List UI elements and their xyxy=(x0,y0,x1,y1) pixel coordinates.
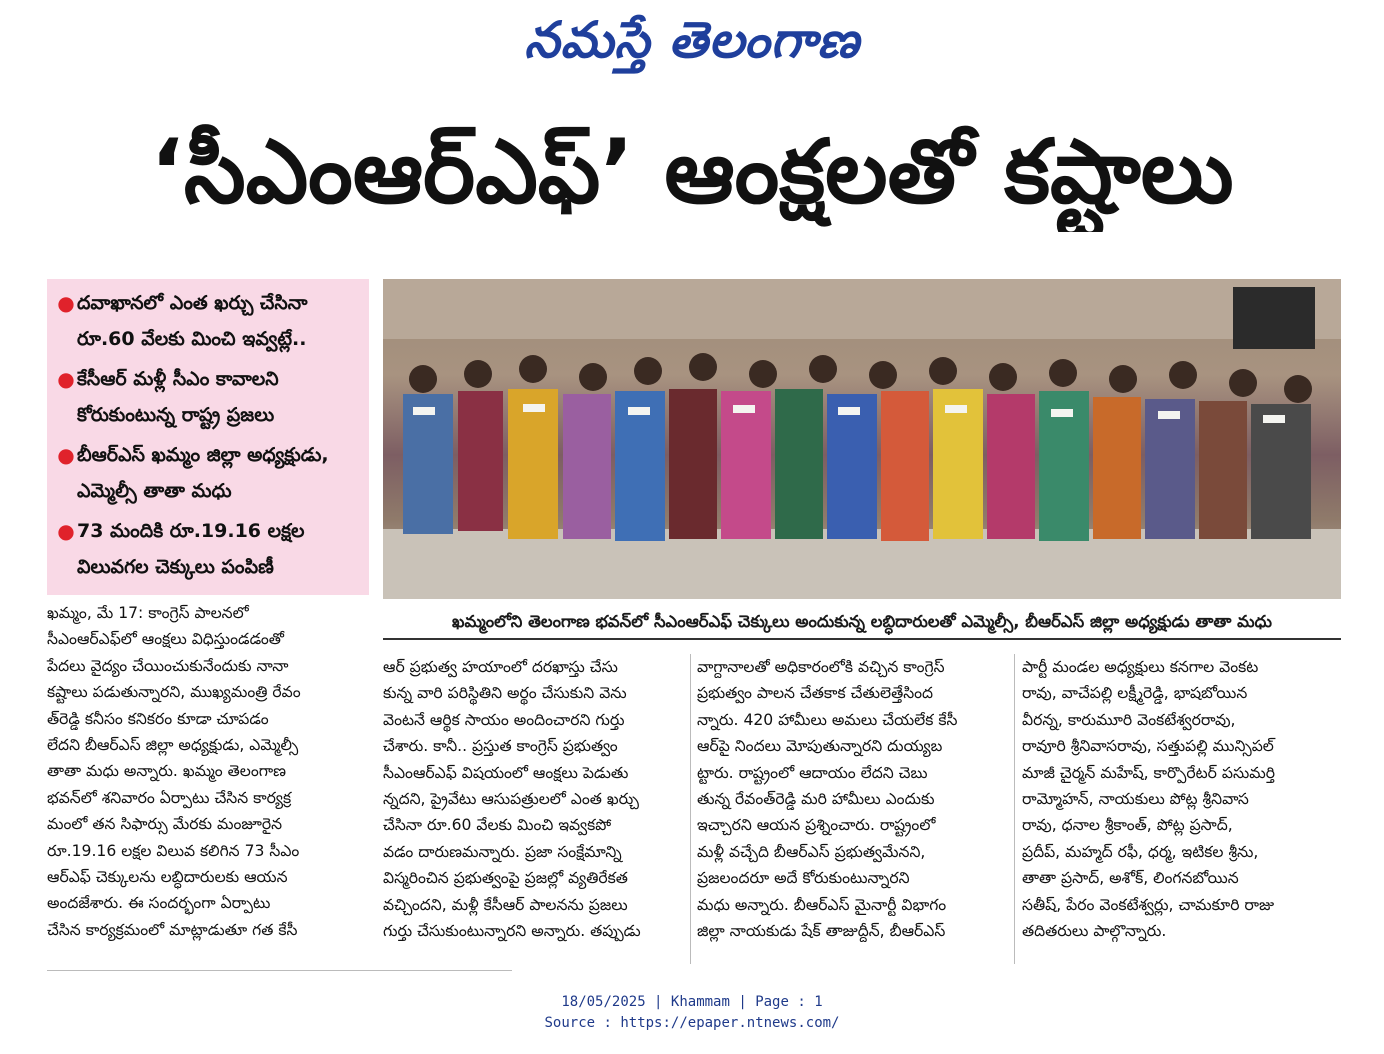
text-line: మళ్లీ వచ్చేది బీఆర్ఎస్ ప్రభుత్వమేనని, xyxy=(697,842,926,861)
text-line: ఖమ్మం, మే 17: కాంగ్రెస్ పాలనలో xyxy=(47,604,249,622)
text-line: చేశారు. కానీ.. ప్రస్తుత కాంగ్రెస్ ప్రభుత్వం xyxy=(383,737,618,756)
article-headline: ‘సీఎంఆర్ఎఫ్’ ఆంక్షలతో కష్టాలు xyxy=(150,120,1234,223)
text-line: రామ్మోహన్, నాయకులు పోట్ల శ్రీనివాస xyxy=(1022,790,1249,809)
text-line: విస్మరించిన ప్రభుత్వంపై ప్రజల్లో వ్యతిరేకత xyxy=(383,869,628,888)
highlight-text: బీఆర్ఎస్ ఖమ్మం జిల్లా అధ్యక్షుడు, ఎమ్మెల్సీ తాతా మధు xyxy=(77,444,329,502)
text-line: రూ.19.16 లక్షల విలువ కలిగిన 73 సీఎం xyxy=(47,841,300,860)
text-line: కష్టాలు పడుతున్నారని, ముఖ్యమంత్రి రేవం xyxy=(47,683,301,702)
article-column-1 xyxy=(47,600,369,943)
highlight-text: కేసీఆర్ మళ్లీ సీఎం కావాలని కోరుకుంటున్న రాష్ట్ర ప్రజలు xyxy=(77,368,279,426)
highlights-box xyxy=(47,279,369,595)
text-line: తాతా మధు అన్నారు. ఖమ్మం తెలంగాణ xyxy=(47,762,286,781)
text-line: సతీష్, పేరం వెంకటేశ్వర్లు, చామకూరి రాజు xyxy=(1022,895,1275,914)
highlight-text: 73 మందికి రూ.19.16 లక్షల విలువగల చెక్కులు పంపిణీ xyxy=(77,520,305,578)
text-line: పార్టీ మండల అధ్యక్షులు కనగాల వెంకట xyxy=(1022,658,1259,676)
text-line: పేదలు వైద్యం చేయించుకునేందుకు నానా xyxy=(47,656,289,675)
text-line: గుర్తు చేసుకుంటున్నారని అన్నారు. తప్పుడు xyxy=(383,922,641,941)
article-column-4 xyxy=(1022,654,1342,944)
footer-date-line: 18/05/2025 | Khammam | Page : 1 xyxy=(561,994,823,1010)
bullet-icon: ● xyxy=(57,519,75,543)
text-line: వీరన్న, కారుమూరి వెంకటేశ్వరరావు, xyxy=(1022,710,1236,729)
highlight-item xyxy=(55,437,361,509)
article-column-2 xyxy=(383,654,683,944)
text-line: తదితరులు పాల్గొన్నారు. xyxy=(1022,922,1167,941)
highlight-item xyxy=(55,361,361,433)
text-line: రావు, వాచేపల్లి లక్ష్మీరెడ్డి, భాషబోయిన xyxy=(1022,684,1248,703)
text-line: ఆర్‌పై నిందలు మోపుతున్నారని దుయ్యబ xyxy=(697,737,943,756)
bottom-rule xyxy=(47,970,512,971)
text-line: ఇచ్చారని ఆయన ప్రశ్నించారు. రాష్ట్రంలో xyxy=(697,816,936,835)
text-line: త్‌రెడ్డి కనీసం కనికరం కూడా చూపడం xyxy=(47,709,269,728)
group-photo xyxy=(383,279,1341,599)
text-line: వాగ్దానాలతో అధికారంలోకి వచ్చిన కాంగ్రెస్ xyxy=(697,658,945,676)
text-line: కున్న వారి పరిస్థితిని అర్థం చేసుకుని వెను xyxy=(383,684,627,703)
column-divider xyxy=(690,654,691,964)
text-line: ఆర్ఎఫ్ చెక్కులను లబ్ధిదారులకు ఆయన xyxy=(47,868,288,887)
text-line: వచ్చిందని, మళ్లీ కేసీఆర్ పాలనను ప్రజలు xyxy=(383,895,628,914)
highlight-item xyxy=(55,513,361,585)
text-line: న్నదని, ప్రైవేటు ఆసుపత్రులలో ఎంత ఖర్చు xyxy=(383,790,639,809)
text-line: తాతా ప్రసాద్, అశోక్, లింగనబోయిన xyxy=(1022,869,1239,888)
text-line: వెంటనే ఆర్థిక సాయం అందించారని గుర్తు xyxy=(383,710,625,729)
text-line: ట్టారు. రాష్ట్రంలో ఆదాయం లేదని చెబు xyxy=(697,763,928,782)
text-line: ఆర్ ప్రభుత్వ హయాంలో దరఖాస్తు చేసు xyxy=(383,658,618,676)
photo-caption: ఖమ్మంలోని తెలంగాణ భవన్‌లో సీఎంఆర్ఎఫ్ చెక్కులు అందుకున్న లబ్ధిదారులతో ఎమ్మెల్సీ, బీఆర్ఎస్ జిల్లా అధ్యక్షుడు తాతా మధు xyxy=(383,608,1341,640)
text-line: ప్రభుత్వం పాలన చేతకాక చేతులెత్తేసింద xyxy=(697,684,934,703)
text-line: జిల్లా నాయకుడు షేక్ తాజుద్దీన్, బీఆర్ఎస్ xyxy=(697,922,946,941)
text-line: చేసినా రూ.60 వేలకు మించి ఇవ్వకపో xyxy=(383,816,612,835)
text-line: తున్న రేవంత్‌రెడ్డి మరి హామీలు ఎందుకు xyxy=(697,790,935,809)
text-line: వడం దారుణమన్నారు. ప్రజా సంక్షేమాన్ని xyxy=(383,842,622,861)
text-line: మంలో తన సిఫార్సు మేరకు మంజూరైన xyxy=(47,815,283,834)
article-column-3 xyxy=(697,654,1007,944)
page-footer xyxy=(0,992,1384,1034)
text-line: సీఎంఆర్ఎఫ్‌లో ఆంక్షలు విధిస్తుండడంతో xyxy=(47,630,285,649)
text-line: అందజేశారు. ఈ సందర్భంగా ఏర్పాటు xyxy=(47,894,271,913)
text-line: సీఎంఆర్ఎఫ్ విషయంలో ఆంక్షలు పెడుతు xyxy=(383,763,629,782)
photo-illustration xyxy=(383,279,1341,599)
board-sign xyxy=(1233,287,1315,349)
bullet-icon: ● xyxy=(57,367,75,391)
highlight-text: దవాఖానలో ఎంత ఖర్చు చేసినా రూ.60 వేలకు మించి ఇవ్వట్లే.. xyxy=(77,292,308,350)
text-line: న్నారు. 420 హామీలు అమలు చేయలేక కేసీ xyxy=(697,710,958,729)
text-line: ప్రజలందరూ అదే కోరుకుంటున్నారని xyxy=(697,869,910,888)
text-line: రావూరి శ్రీనివాసరావు, సత్తుపల్లి మున్సిపల్ xyxy=(1022,737,1274,756)
newspaper-masthead: నమస్తే తెలంగాణ xyxy=(524,11,860,69)
bullet-icon: ● xyxy=(57,291,75,315)
footer-source-link[interactable]: Source : https://epaper.ntnews.com/ xyxy=(544,1015,840,1031)
text-line: రావు, ధనాల శ్రీకాంత్, పోట్ల ప్రసాద్, xyxy=(1022,816,1233,835)
text-line: మధు అన్నారు. బీఆర్ఎస్ మైనార్టీ విభాగం xyxy=(697,895,947,914)
text-line: లేదని బీఆర్ఎస్ జిల్లా అధ్యక్షుడు, ఎమ్మెల్సీ xyxy=(47,736,299,755)
text-line: చేసిన కార్యక్రమంలో మాట్లాడుతూ గత కేసీ xyxy=(47,920,298,939)
bullet-icon: ● xyxy=(57,443,75,467)
highlight-item xyxy=(55,285,361,357)
text-line: ప్రదీప్, మహ్మద్ రఫీ, ధర్మ, ఇటికల శ్రీను, xyxy=(1022,842,1259,861)
text-line: మాజీ చైర్మన్ మహేష్, కార్పొరేటర్ పసుమర్తి xyxy=(1022,763,1276,782)
column-divider xyxy=(1014,654,1015,964)
text-line: భవన్‌లో శనివారం ఏర్పాటు చేసిన కార్యక్ర xyxy=(47,788,292,807)
